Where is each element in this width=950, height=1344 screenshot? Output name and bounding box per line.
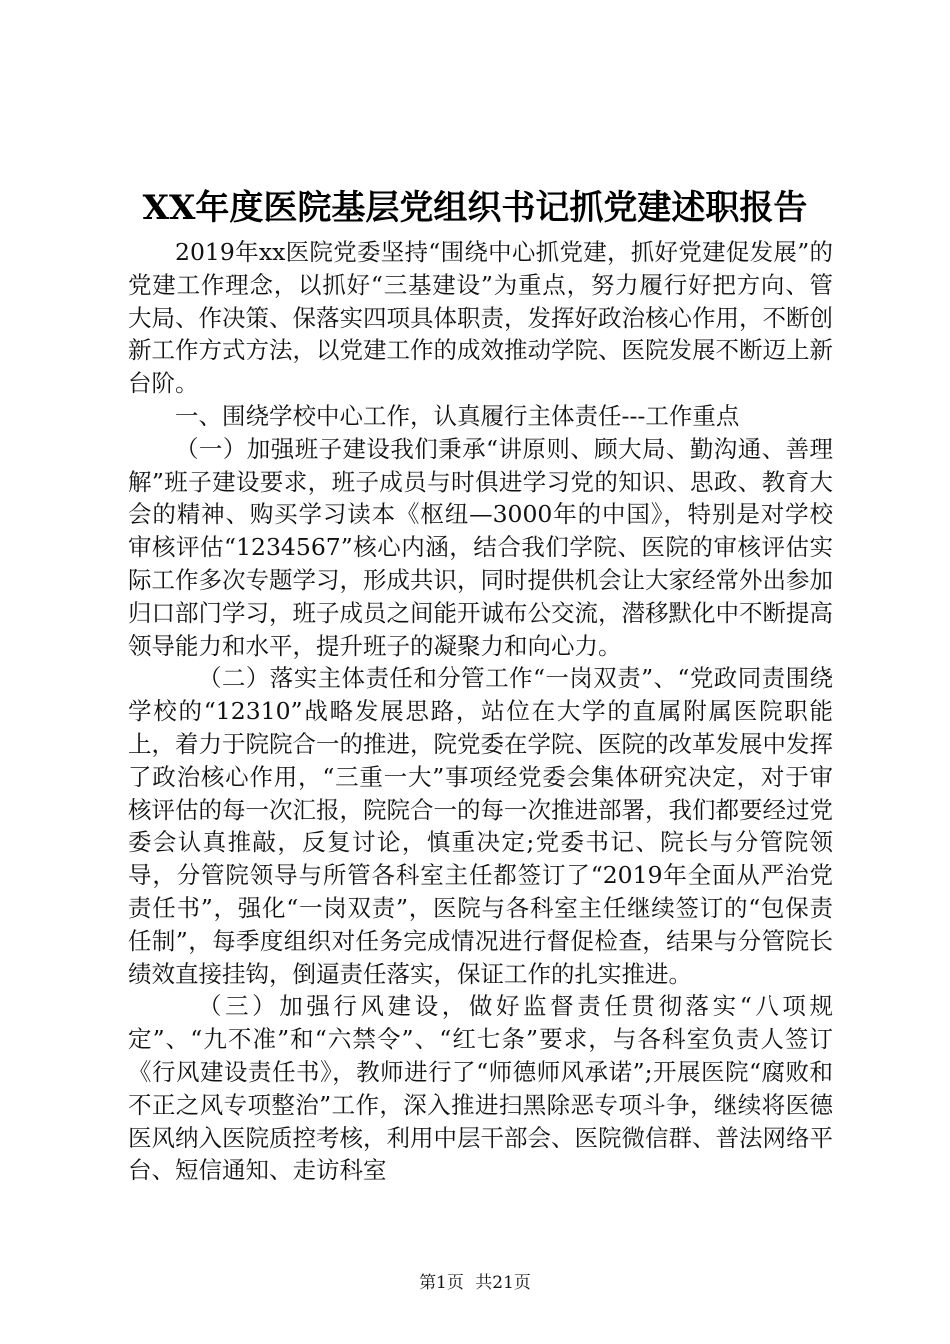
page-number-total: 共21页 [475, 1273, 531, 1293]
paragraph-intro: 2019年xx医院党委坚持“围绕中心抓党建，抓好党建促发展”的党建工作理念，以抓好“三基建设”为重点，努力履行好把方向、管大局、作决策、保落实四项具体职责，发挥好政治核心作用，不断创新工作方式方法，以党建工作的成效推动学院、医院发展不断迈上新台阶。 [128, 238, 833, 398]
paragraph-team-building: （一）加强班子建设我们秉承“讲原则、顾大局、勤沟通、善理解”班子建设要求，班子成员与时俱进学习党的知识、思政、教育大会的精神、购买学习读本《枢纽—3000年的中国》，特别是对学校审核评估“1234567”核心内涵，结合我们学院、医院的审核评估实际工作多次专题学习，形成共识，同时提供机会让大家经常外出参加归口部门学习，班子成员之间能开诚布公交流，潜移默化中不断提高领导能力和水平，提升班子的凝聚力和向心力。 [128, 434, 833, 660]
section-heading-1: 一、围绕学校中心工作，认真履行主体责任---工作重点 [175, 401, 740, 430]
document-title: XX年度医院基层党组织书记抓党建述职报告 [142, 188, 808, 228]
page-number-current: 第1页 [419, 1273, 464, 1293]
paragraph-main-responsibility: （二）落实主体责任和分管工作“一岗双责”、“党政同责围绕学校的“12310”战略发展思路，站位在大学的直属附属医院职能上，着力于院院合一的推进，院党委在学院、医院的改革发展中发挥了政治核心作用，“三重一大”事项经党委会集体研究决定，对于审核评估的每一次汇报，院院合一的每一次推进部署，我们都要经过党委会认真推敲，反复讨论，慎重决定;党委书记、院长与分管院领导，分管院领导与所管各科室主任都签订了“2019年全面从严治党责任书”，强化“一岗双责”，医院与各科室主任继续签订的“包保责任制”，每季度组织对任务完成情况进行督促检查，结果与分管院长绩效直接挂钩，倒逼责任落实，保证工作的扎实推进。 [128, 664, 833, 988]
paragraph-conduct-building: （三）加强行风建设，做好监督责任贯彻落实“八项规定”、“九不准”和“六禁令”、“红七条”要求，与各科室负责人签订《行风建设责任书》，教师进行了“师德师风承诺”;开展医院“腐败和不正之风专项整治”工作，深入推进扫黑除恶专项斗争，继续将医德医风纳入医院质控考核，利用中层干部会、医院微信群、普法网络平台、短信通知、走访科室 [128, 992, 833, 1185]
document-body [128, 236, 833, 1187]
page-footer [0, 1268, 950, 1293]
